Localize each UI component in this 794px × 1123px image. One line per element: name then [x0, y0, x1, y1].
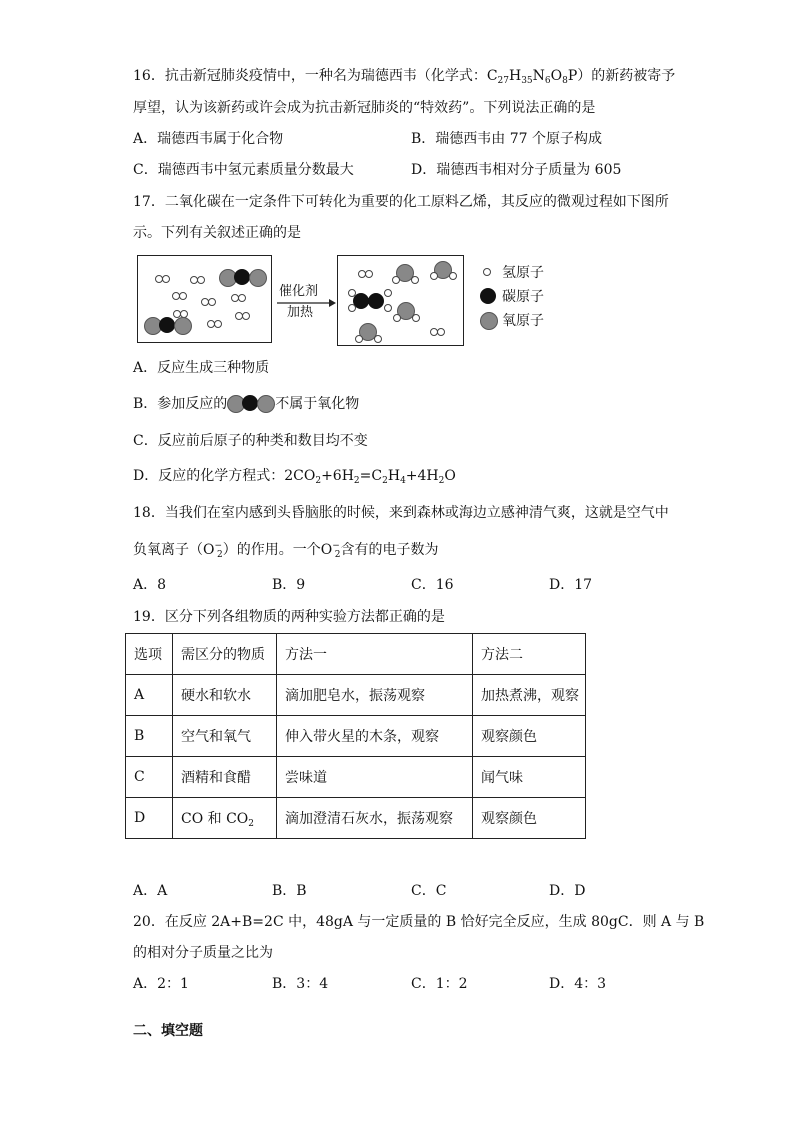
q17-option-a[interactable]: A．反应生成三种物质 — [133, 360, 270, 376]
table-cell: CO 和 $CO_2$ — [173, 798, 277, 839]
q20-option-d[interactable]: D．4：3 — [549, 976, 607, 992]
arrow-condition-top: 催化剂 — [279, 284, 319, 299]
q18-option-b[interactable]: B．9 — [272, 577, 306, 593]
hydrogen-atom — [348, 289, 356, 297]
q20-stem-line1: 20．在反应 2A+B=2C 中，48gA 与一定质量的 B 恰好完全反应，生成 80gC．则 A 与 B — [133, 914, 705, 930]
hydrogen-atom — [348, 304, 356, 312]
table-cell: D — [126, 798, 173, 839]
q20-option-b[interactable]: B．3：4 — [272, 976, 329, 992]
table-row — [126, 716, 586, 757]
products-box — [337, 255, 464, 346]
legend-hydrogen-icon — [483, 268, 491, 276]
table-cell: 观察颜色 — [473, 716, 586, 757]
q18-option-a[interactable]: A．8 — [133, 577, 167, 593]
table-row — [126, 798, 586, 839]
hydrogen-atom — [392, 276, 400, 284]
table-cell: 空气和氧气 — [173, 716, 277, 757]
q20-option-a[interactable]: A．2：1 — [133, 976, 189, 992]
q16-option-c[interactable]: C．瑞德西韦中氢元素质量分数最大 — [133, 162, 354, 178]
q17-stem-line1: 17．二氧化碳在一定条件下可转化为重要的化工原料乙烯，其反应的微观过程如下图所 — [133, 194, 669, 210]
q19-option-d[interactable]: D．D — [549, 883, 586, 899]
table-cell: 尝味道 — [277, 757, 473, 798]
q17-stem-line2: 示。下列有关叙述正确的是 — [133, 225, 301, 241]
q17-option-c[interactable]: C．反应前后原子的种类和数目均不变 — [133, 433, 368, 449]
co2-molecule-icon — [227, 395, 275, 413]
hydrogen-atom — [384, 289, 392, 297]
q20-stem-line2: 的相对分子质量之比为 — [133, 945, 273, 961]
q19-option-b[interactable]: B．B — [272, 883, 307, 899]
q19-stem: 19．区分下列各组物质的两种实验方法都正确的是 — [133, 609, 445, 625]
table-cell: 闻气味 — [473, 757, 586, 798]
table-cell: 硬水和软水 — [173, 675, 277, 716]
comparison-table — [125, 633, 586, 839]
hydrogen-atom — [197, 276, 205, 284]
q17-option-d[interactable]: D．反应的化学方程式：$2CO_2+6H_2=C_2H_4+4H_2O$ — [133, 468, 456, 486]
hydrogen-atom — [355, 335, 363, 343]
table-header-cell: 选项 — [126, 634, 173, 675]
hydrogen-atom — [162, 275, 170, 283]
q16-stem-line2: 厚望，认为该新药或许会成为抗击新冠肺炎的“特效药”。下列说法正确的是 — [133, 100, 596, 116]
carbon-atom — [159, 317, 175, 333]
legend-hydrogen-label: 氢原子 — [502, 265, 544, 281]
q17-option-b[interactable]: B．参加反应的 不属于氧化物 — [133, 396, 360, 412]
q19-option-a[interactable]: A．A — [133, 883, 168, 899]
legend-carbon-icon — [480, 288, 496, 304]
table-cell: 伸入带火星的木条，观察 — [277, 716, 473, 757]
table-row — [126, 757, 586, 798]
legend-oxygen-label: 氧原子 — [502, 313, 544, 329]
hydrogen-atom — [179, 292, 187, 300]
hydrogen-atom — [238, 294, 246, 302]
table-cell: 酒精和食醋 — [173, 757, 277, 798]
q18-option-d[interactable]: D．17 — [549, 577, 593, 593]
oxygen-atom — [249, 269, 267, 287]
hydrogen-atom — [242, 312, 250, 320]
q18-option-c[interactable]: C．16 — [411, 577, 454, 593]
table-header-cell: 需区分的物质 — [173, 634, 277, 675]
table-header-row — [126, 634, 586, 675]
legend-oxygen-icon — [480, 312, 498, 330]
table-cell: C — [126, 757, 173, 798]
section-heading: 二、填空题 — [133, 1023, 203, 1039]
table-cell: 加热煮沸，观察 — [473, 675, 586, 716]
hydrogen-atom — [437, 328, 445, 336]
legend-carbon-label: 碳原子 — [502, 289, 544, 305]
arrow-condition-bottom: 加热 — [287, 305, 314, 320]
hydrogen-atom — [412, 314, 420, 322]
hydrogen-atom — [430, 272, 438, 280]
carbon-atom — [234, 269, 250, 285]
q19-option-c[interactable]: C．C — [411, 883, 447, 899]
q20-option-c[interactable]: C．1：2 — [411, 976, 468, 992]
q16-option-b[interactable]: B．瑞德西韦由 77 个原子构成 — [411, 131, 603, 147]
hydrogen-atom — [365, 270, 373, 278]
carbon-atom — [368, 293, 384, 309]
reactants-box — [137, 255, 272, 343]
table-cell: 观察颜色 — [473, 798, 586, 839]
hydrogen-atom — [393, 314, 401, 322]
hydrogen-atom — [411, 276, 419, 284]
hydrogen-atom — [449, 272, 457, 280]
hydrogen-atom — [208, 298, 216, 306]
table-row — [126, 675, 586, 716]
table-header-cell: 方法二 — [473, 634, 586, 675]
q16-stem-line1: 16．抗击新冠肺炎疫情中，一种名为瑞德西韦（化学式：$C_{27}H_{35}N_6O_8P$）的新药被寄予 — [133, 68, 676, 86]
oxygen-atom — [174, 317, 192, 335]
table-cell: A — [126, 675, 173, 716]
q18-stem-line1: 18．当我们在室内感到头昏脑胀的时候，来到森林或海边立感神清气爽，这就是空气中 — [133, 505, 669, 521]
hydrogen-atom — [384, 304, 392, 312]
q16-option-d[interactable]: D．瑞德西韦相对分子质量为 605 — [411, 162, 622, 178]
q18-stem-line2: 负氧离子$(O^-_2)$的作用。一个$O^-_2$含有的电子数为 — [133, 541, 439, 560]
hydrogen-atom — [374, 335, 382, 343]
table-header-cell: 方法一 — [277, 634, 473, 675]
q16-option-a[interactable]: A．瑞德西韦属于化合物 — [133, 131, 284, 147]
table-cell: B — [126, 716, 173, 757]
table-cell: 滴加肥皂水，振荡观察 — [277, 675, 473, 716]
table-cell: 滴加澄清石灰水，振荡观察 — [277, 798, 473, 839]
hydrogen-atom — [214, 320, 222, 328]
